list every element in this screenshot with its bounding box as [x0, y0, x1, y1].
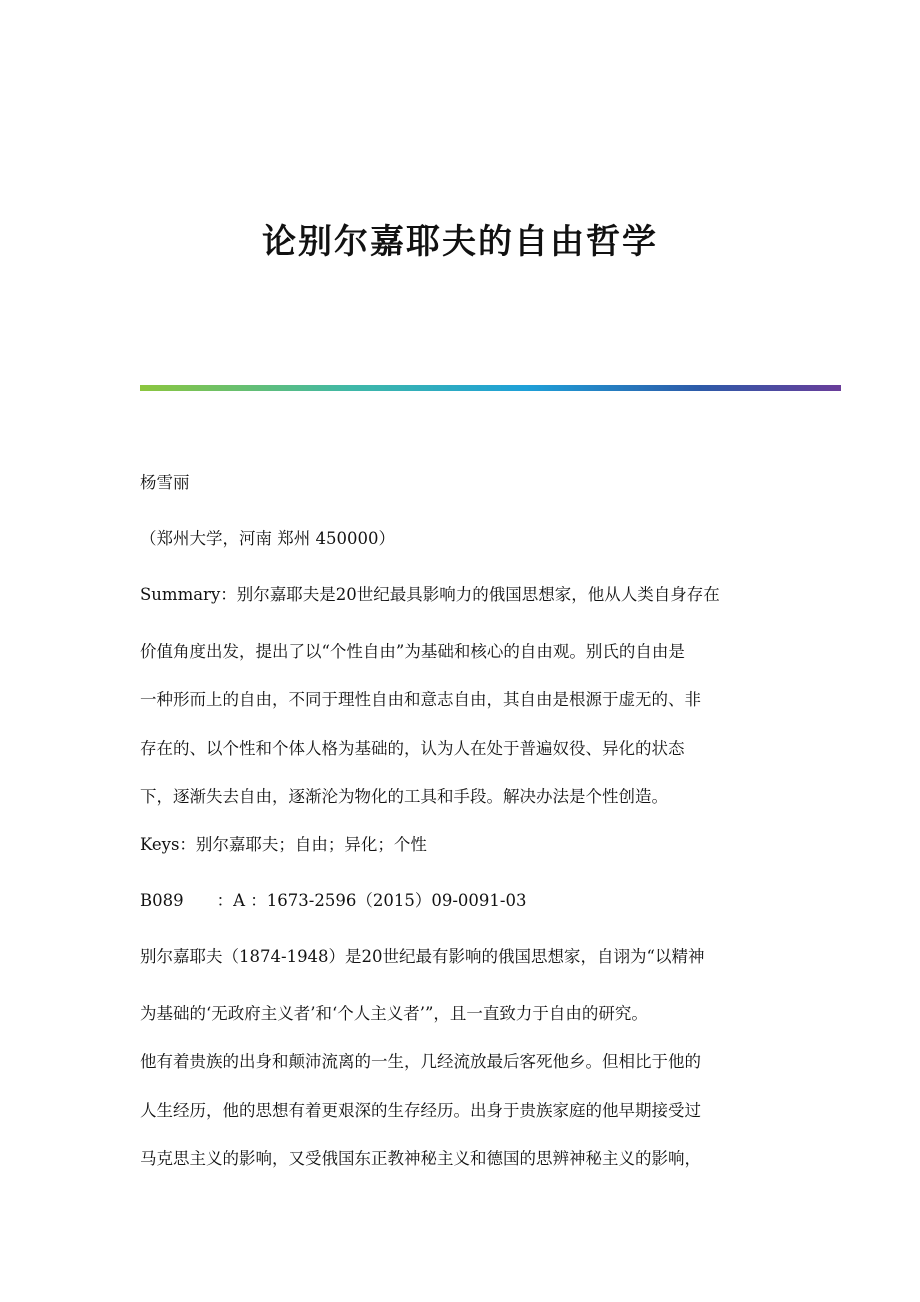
summary-line: 下，逐渐失去自由，逐渐沦为物化的工具和手段。解决办法是个性创造。	[140, 787, 668, 806]
body-line: 人生经历，他的思想有着更艰深的生存经历。出身于贵族家庭的他早期接受过	[140, 1100, 701, 1120]
classification-line: B089 ：A ：1673-2596（2015）09-0091-03	[140, 891, 527, 910]
body-line: 别尔嘉耶夫（1874-1948）是20世纪最有影响的俄国思想家，自诩为“以精神	[140, 947, 705, 966]
body-line: 他有着贵族的出身和颠沛流离的一生，几经流放最后客死他乡。但相比于他的	[140, 1052, 701, 1071]
body-paragraph	[140, 941, 780, 1167]
author-name: 杨雪丽	[140, 473, 190, 492]
summary-line: 存在的、以个性和个体人格为基础的，认为人在处于普遍奴役、异化的状态	[140, 738, 685, 758]
summary-paragraph	[140, 579, 780, 805]
keywords-line: Keys：别尔嘉耶夫；自由；异化；个性	[140, 835, 427, 854]
body-line: 马克思主义的影响，又受俄国东正教神秘主义和德国的思辨神秘主义的影响，	[140, 1149, 701, 1168]
summary-line: 一种形而上的自由，不同于理性自由和意志自由，其自由是根源于虚无的、非	[140, 690, 701, 709]
author-affiliation: （郑州大学，河南 郑州 450000）	[140, 529, 395, 548]
summary-line: 价值角度出发，提出了以“个性自由”为基础和核心的自由观。别氏的自由是	[140, 641, 685, 661]
body-line: 为基础的‘无政府主义者’和‘个人主义者’”，且一直致力于自由的研究。	[140, 1003, 648, 1023]
document-body	[140, 467, 780, 1191]
summary-line: Summary：别尔嘉耶夫是20世纪最具影响力的俄国思想家，他从人类自身存在	[140, 585, 720, 604]
document-title: 论别尔嘉耶夫的自由哲学	[262, 222, 658, 262]
title-divider	[140, 385, 841, 391]
